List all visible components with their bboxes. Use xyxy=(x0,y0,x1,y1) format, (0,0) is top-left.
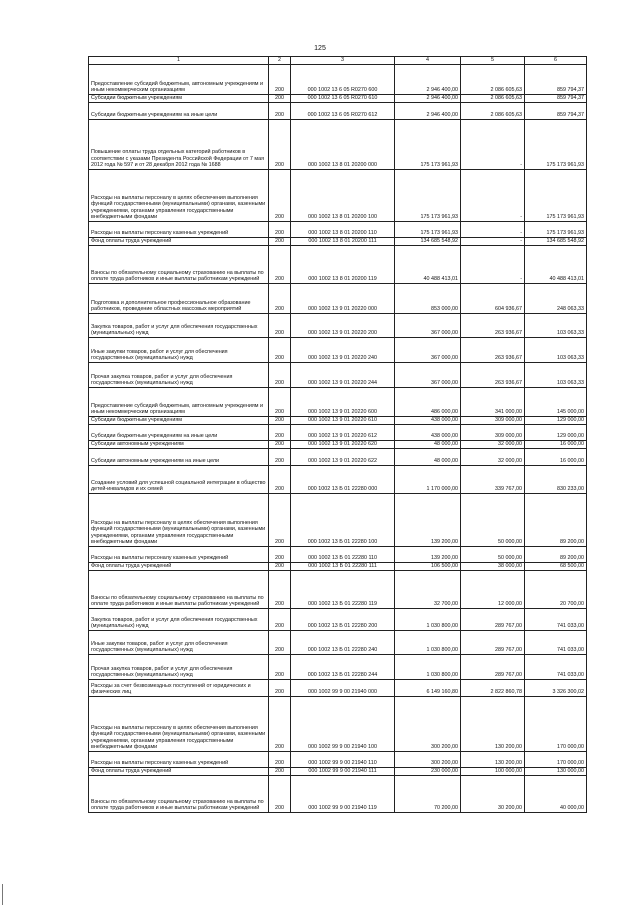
table-row xyxy=(89,680,587,697)
row-executed-amount: 263 936,67 xyxy=(461,363,525,388)
row-approved-amount: 300 200,00 xyxy=(395,752,461,768)
table-row xyxy=(89,609,587,631)
row-budget-code: 000 1002 13 6 05 R0270 600 xyxy=(291,65,395,95)
row-line-code: 200 xyxy=(269,65,291,95)
row-name: Расходы за счет безвозмездных поступлений от юридических и физических лиц xyxy=(89,680,269,697)
row-line-code: 200 xyxy=(269,441,291,449)
row-approved-amount: 853 000,00 xyxy=(395,284,461,314)
row-approved-amount: 230 000,00 xyxy=(395,768,461,776)
table-row xyxy=(89,120,587,170)
row-executed-amount: 289 767,00 xyxy=(461,631,525,655)
page-number: 125 xyxy=(314,45,326,52)
table-row xyxy=(89,338,587,363)
row-name: Субсидии автономным учреждениям на иные цели xyxy=(89,449,269,466)
row-budget-code: 000 1002 99 9 00 21940 110 xyxy=(291,752,395,768)
budget-table xyxy=(88,56,587,813)
row-line-code: 200 xyxy=(269,103,291,120)
row-line-code: 200 xyxy=(269,547,291,563)
table-row xyxy=(89,388,587,417)
row-unexecuted-amount: 859 794,37 xyxy=(525,95,587,103)
row-budget-code: 000 1002 13 9 01 20220 200 xyxy=(291,314,395,338)
row-unexecuted-amount: 129 000,00 xyxy=(525,417,587,425)
row-line-code: 200 xyxy=(269,631,291,655)
row-executed-amount: 130 200,00 xyxy=(461,697,525,752)
row-name: Субсидии бюджетным учреждениям на иные цели xyxy=(89,425,269,441)
row-approved-amount: 1 170 000,00 xyxy=(395,466,461,494)
row-executed-amount: 309 000,00 xyxy=(461,417,525,425)
header-col-5: 5 xyxy=(461,57,525,65)
row-unexecuted-amount: 68 500,00 xyxy=(525,563,587,571)
row-unexecuted-amount: 741 033,00 xyxy=(525,609,587,631)
row-line-code: 200 xyxy=(269,246,291,284)
row-approved-amount: 40 488 413,01 xyxy=(395,246,461,284)
row-executed-amount: - xyxy=(461,246,525,284)
row-executed-amount: 309 000,00 xyxy=(461,425,525,441)
table-row xyxy=(89,776,587,813)
row-budget-code: 000 1002 13 Б 01 22280 244 xyxy=(291,655,395,680)
row-executed-amount: 339 767,00 xyxy=(461,466,525,494)
row-line-code: 200 xyxy=(269,609,291,631)
row-approved-amount: 486 000,00 xyxy=(395,388,461,417)
scan-edge-mark xyxy=(2,884,3,905)
row-approved-amount: 48 000,00 xyxy=(395,449,461,466)
row-name: Прочая закупка товаров, работ и услуг для обеспечения государственных (муниципальных) нужд xyxy=(89,655,269,680)
row-line-code: 200 xyxy=(269,466,291,494)
row-line-code: 200 xyxy=(269,222,291,238)
row-approved-amount: 175 173 961,93 xyxy=(395,120,461,170)
row-name: Взносы по обязательному социальному страхованию на выплаты по оплате труда работников и иные выплаты работникам учреждений xyxy=(89,776,269,813)
row-line-code: 200 xyxy=(269,776,291,813)
table-header-row xyxy=(89,57,587,65)
table-row xyxy=(89,425,587,441)
row-executed-amount: 263 936,67 xyxy=(461,338,525,363)
row-approved-amount: 134 685 548,92 xyxy=(395,238,461,246)
row-budget-code: 000 1002 99 9 00 21940 119 xyxy=(291,776,395,813)
table-row xyxy=(89,246,587,284)
row-budget-code: 000 1002 13 9 01 20220 240 xyxy=(291,338,395,363)
row-name: Расходы на выплаты персоналу казенных учреждений xyxy=(89,547,269,563)
row-name: Закупка товаров, работ и услуг для обеспечения государственных (муниципальных) нужд xyxy=(89,314,269,338)
row-executed-amount: 12 000,00 xyxy=(461,571,525,609)
row-name: Расходы на выплаты персоналу казенных учреждений xyxy=(89,752,269,768)
row-unexecuted-amount: 16 000,00 xyxy=(525,449,587,466)
row-unexecuted-amount: 741 033,00 xyxy=(525,631,587,655)
row-name: Субсидии автономным учреждениям xyxy=(89,441,269,449)
row-approved-amount: 1 030 800,00 xyxy=(395,631,461,655)
row-line-code: 200 xyxy=(269,338,291,363)
table-row xyxy=(89,222,587,238)
row-executed-amount: - xyxy=(461,238,525,246)
row-approved-amount: 139 200,00 xyxy=(395,547,461,563)
table-row xyxy=(89,238,587,246)
row-approved-amount: 1 030 800,00 xyxy=(395,609,461,631)
row-name: Иные закупки товаров, работ и услуг для обеспечения государственных (муниципальных) нужд xyxy=(89,631,269,655)
row-unexecuted-amount: 103 063,33 xyxy=(525,363,587,388)
row-unexecuted-amount: 40 000,00 xyxy=(525,776,587,813)
row-budget-code: 000 1002 13 6 05 R0270 610 xyxy=(291,95,395,103)
row-budget-code: 000 1002 13 6 05 R0270 612 xyxy=(291,103,395,120)
row-budget-code: 000 1002 13 9 01 20220 000 xyxy=(291,284,395,314)
row-approved-amount: 70 200,00 xyxy=(395,776,461,813)
header-col-1: 1 xyxy=(89,57,269,65)
row-executed-amount: 50 000,00 xyxy=(461,547,525,563)
row-approved-amount: 1 030 800,00 xyxy=(395,655,461,680)
row-executed-amount: 289 767,00 xyxy=(461,655,525,680)
row-budget-code: 000 1002 13 Б 01 22280 110 xyxy=(291,547,395,563)
row-executed-amount: 100 000,00 xyxy=(461,768,525,776)
row-unexecuted-amount: 16 000,00 xyxy=(525,441,587,449)
row-name: Фонд оплаты труда учреждений xyxy=(89,238,269,246)
row-unexecuted-amount: 129 000,00 xyxy=(525,425,587,441)
row-name: Расходы на выплаты персоналу казенных учреждений xyxy=(89,222,269,238)
table-row xyxy=(89,655,587,680)
row-unexecuted-amount: 40 488 413,01 xyxy=(525,246,587,284)
row-name: Подготовка и дополнительное профессиональное образование работников, проведение областных массовых мероприятий xyxy=(89,284,269,314)
row-name: Субсидии бюджетным учреждениям xyxy=(89,95,269,103)
row-name: Повышение оплаты труда отдельных категорий работников в соответствии с указами Президента Российской Федерации от 7 мая 2012 года № 597 и от 28 декабря 2012 года № 1688 xyxy=(89,120,269,170)
table-row xyxy=(89,547,587,563)
row-line-code: 200 xyxy=(269,680,291,697)
row-unexecuted-amount: 134 685 548,92 xyxy=(525,238,587,246)
header-col-4: 4 xyxy=(395,57,461,65)
row-approved-amount: 2 946 400,00 xyxy=(395,65,461,95)
row-budget-code: 000 1002 99 9 00 21940 100 xyxy=(291,697,395,752)
row-name: Иные закупки товаров, работ и услуг для обеспечения государственных (муниципальных) нужд xyxy=(89,338,269,363)
table-row xyxy=(89,65,587,95)
row-executed-amount: 32 000,00 xyxy=(461,449,525,466)
row-approved-amount: 367 000,00 xyxy=(395,314,461,338)
row-approved-amount: 139 200,00 xyxy=(395,494,461,547)
row-name: Расходы на выплаты персоналу в целях обеспечения выполнения функций государственными (муниципальными) органами, казенными учреждениями, органами управления государственными внебюджетными фондами xyxy=(89,697,269,752)
row-executed-amount: 32 000,00 xyxy=(461,441,525,449)
row-executed-amount: 38 000,00 xyxy=(461,563,525,571)
row-approved-amount: 367 000,00 xyxy=(395,363,461,388)
table-row xyxy=(89,314,587,338)
row-budget-code: 000 1002 13 9 01 20220 612 xyxy=(291,425,395,441)
row-executed-amount: 604 936,67 xyxy=(461,284,525,314)
table-row xyxy=(89,563,587,571)
row-name: Предоставление субсидий бюджетным, автономным учреждениям и иным некоммерческим организациям xyxy=(89,388,269,417)
row-name: Фонд оплаты труда учреждений xyxy=(89,563,269,571)
row-executed-amount: - xyxy=(461,170,525,222)
table-row xyxy=(89,752,587,768)
row-budget-code: 000 1002 13 8 01 20200 100 xyxy=(291,170,395,222)
row-unexecuted-amount: 248 063,33 xyxy=(525,284,587,314)
row-unexecuted-amount: 3 326 300,02 xyxy=(525,680,587,697)
row-unexecuted-amount: 859 794,37 xyxy=(525,103,587,120)
row-budget-code: 000 1002 13 Б 01 22280 000 xyxy=(291,466,395,494)
row-line-code: 200 xyxy=(269,95,291,103)
row-name: Субсидии бюджетным учреждениям на иные цели xyxy=(89,103,269,120)
table-body xyxy=(89,65,587,813)
row-line-code: 200 xyxy=(269,120,291,170)
row-executed-amount: 2 086 605,63 xyxy=(461,103,525,120)
table-row xyxy=(89,494,587,547)
row-executed-amount: 2 086 605,63 xyxy=(461,65,525,95)
row-name: Субсидии бюджетным учреждениям xyxy=(89,417,269,425)
row-name: Расходы на выплаты персоналу в целях обеспечения выполнения функций государственными (муниципальными) органами, казенными учреждениями, органами управления государственными внебюджетными фондами xyxy=(89,170,269,222)
table-row xyxy=(89,631,587,655)
row-line-code: 200 xyxy=(269,170,291,222)
row-approved-amount: 2 946 400,00 xyxy=(395,103,461,120)
row-approved-amount: 48 000,00 xyxy=(395,441,461,449)
row-executed-amount: 289 767,00 xyxy=(461,609,525,631)
row-executed-amount: 263 936,67 xyxy=(461,314,525,338)
table-row xyxy=(89,697,587,752)
row-name: Расходы на выплаты персоналу в целях обеспечения выполнения функций государственными (муниципальными) органами, казенными учреждениями, органами управления государственными внебюджетными фондами xyxy=(89,494,269,547)
row-budget-code: 000 1002 99 9 00 21940 000 xyxy=(291,680,395,697)
row-name: Взносы по обязательному социальному страхованию на выплаты по оплате труда работников и иные выплаты работникам учреждений xyxy=(89,246,269,284)
header-col-2: 2 xyxy=(269,57,291,65)
row-budget-code: 000 1002 13 8 01 20200 119 xyxy=(291,246,395,284)
row-line-code: 200 xyxy=(269,563,291,571)
row-line-code: 200 xyxy=(269,388,291,417)
row-line-code: 200 xyxy=(269,494,291,547)
row-unexecuted-amount: 175 173 961,93 xyxy=(525,170,587,222)
header-col-3: 3 xyxy=(291,57,395,65)
table-row xyxy=(89,417,587,425)
row-line-code: 200 xyxy=(269,238,291,246)
row-budget-code: 000 1002 13 8 01 20200 000 xyxy=(291,120,395,170)
row-executed-amount: 2 086 605,63 xyxy=(461,95,525,103)
row-unexecuted-amount: 145 000,00 xyxy=(525,388,587,417)
row-executed-amount: - xyxy=(461,222,525,238)
row-budget-code: 000 1002 13 Б 01 22280 111 xyxy=(291,563,395,571)
row-unexecuted-amount: 103 063,33 xyxy=(525,314,587,338)
row-unexecuted-amount: 830 233,00 xyxy=(525,466,587,494)
row-budget-code: 000 1002 13 8 01 20200 110 xyxy=(291,222,395,238)
row-budget-code: 000 1002 13 Б 01 22280 240 xyxy=(291,631,395,655)
row-unexecuted-amount: 175 173 961,93 xyxy=(525,120,587,170)
row-budget-code: 000 1002 13 Б 01 22280 100 xyxy=(291,494,395,547)
row-executed-amount: - xyxy=(461,120,525,170)
row-approved-amount: 6 149 160,80 xyxy=(395,680,461,697)
row-unexecuted-amount: 103 063,33 xyxy=(525,338,587,363)
row-line-code: 200 xyxy=(269,752,291,768)
row-unexecuted-amount: 741 033,00 xyxy=(525,655,587,680)
row-line-code: 200 xyxy=(269,425,291,441)
table-row xyxy=(89,441,587,449)
row-name: Закупка товаров, работ и услуг для обеспечения государственных (муниципальных) нужд xyxy=(89,609,269,631)
row-budget-code: 000 1002 13 Б 01 22280 119 xyxy=(291,571,395,609)
table-row xyxy=(89,466,587,494)
row-executed-amount: 341 000,00 xyxy=(461,388,525,417)
row-budget-code: 000 1002 13 9 01 20220 622 xyxy=(291,449,395,466)
row-name: Прочая закупка товаров, работ и услуг для обеспечения государственных (муниципальных) нужд xyxy=(89,363,269,388)
row-budget-code: 000 1002 13 9 01 20220 610 xyxy=(291,417,395,425)
row-line-code: 200 xyxy=(269,314,291,338)
row-line-code: 200 xyxy=(269,655,291,680)
row-line-code: 200 xyxy=(269,697,291,752)
row-line-code: 200 xyxy=(269,417,291,425)
table-row xyxy=(89,571,587,609)
row-unexecuted-amount: 170 000,00 xyxy=(525,752,587,768)
row-line-code: 200 xyxy=(269,284,291,314)
row-unexecuted-amount: 175 173 961,93 xyxy=(525,222,587,238)
row-unexecuted-amount: 89 200,00 xyxy=(525,547,587,563)
row-executed-amount: 2 822 860,78 xyxy=(461,680,525,697)
table-row xyxy=(89,95,587,103)
row-approved-amount: 438 000,00 xyxy=(395,417,461,425)
table-row xyxy=(89,170,587,222)
row-name: Фонд оплаты труда учреждений xyxy=(89,768,269,776)
row-approved-amount: 175 173 961,93 xyxy=(395,222,461,238)
row-name: Предоставление субсидий бюджетным, автономным учреждениям и иным некоммерческим организациям xyxy=(89,65,269,95)
row-approved-amount: 106 500,00 xyxy=(395,563,461,571)
row-budget-code: 000 1002 13 9 01 20220 244 xyxy=(291,363,395,388)
row-approved-amount: 32 700,00 xyxy=(395,571,461,609)
row-approved-amount: 367 000,00 xyxy=(395,338,461,363)
row-unexecuted-amount: 89 200,00 xyxy=(525,494,587,547)
row-line-code: 200 xyxy=(269,768,291,776)
row-line-code: 200 xyxy=(269,449,291,466)
row-budget-code: 000 1002 13 9 01 20220 600 xyxy=(291,388,395,417)
row-executed-amount: 130 200,00 xyxy=(461,752,525,768)
row-budget-code: 000 1002 99 9 00 21940 111 xyxy=(291,768,395,776)
row-budget-code: 000 1002 13 9 01 20220 620 xyxy=(291,441,395,449)
row-approved-amount: 300 200,00 xyxy=(395,697,461,752)
row-unexecuted-amount: 20 700,00 xyxy=(525,571,587,609)
row-unexecuted-amount: 859 794,37 xyxy=(525,65,587,95)
row-line-code: 200 xyxy=(269,363,291,388)
table-row xyxy=(89,103,587,120)
row-budget-code: 000 1002 13 8 01 20200 111 xyxy=(291,238,395,246)
table-row xyxy=(89,449,587,466)
table-row xyxy=(89,284,587,314)
row-unexecuted-amount: 130 000,00 xyxy=(525,768,587,776)
row-executed-amount: 50 000,00 xyxy=(461,494,525,547)
table-row xyxy=(89,363,587,388)
row-name: Создание условий для успешной социальной интеграции в общество детей-инвалидов и их семей xyxy=(89,466,269,494)
row-unexecuted-amount: 170 000,00 xyxy=(525,697,587,752)
row-executed-amount: 30 200,00 xyxy=(461,776,525,813)
row-approved-amount: 2 946 400,00 xyxy=(395,95,461,103)
row-name: Взносы по обязательному социальному страхованию на выплаты по оплате труда работников и иные выплаты работникам учреждений xyxy=(89,571,269,609)
row-line-code: 200 xyxy=(269,571,291,609)
table-row xyxy=(89,768,587,776)
row-approved-amount: 438 000,00 xyxy=(395,425,461,441)
row-approved-amount: 175 173 961,93 xyxy=(395,170,461,222)
header-col-6: 6 xyxy=(525,57,587,65)
row-budget-code: 000 1002 13 Б 01 22280 200 xyxy=(291,609,395,631)
